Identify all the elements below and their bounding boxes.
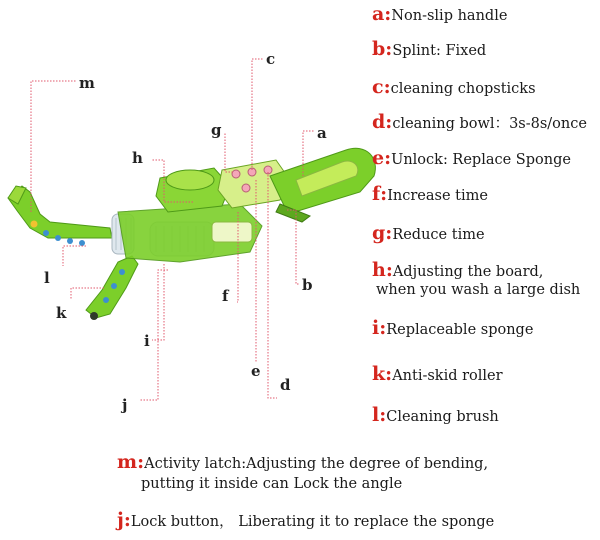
legend-text: Unlock: Replace Sponge	[391, 152, 571, 168]
legend-key: g:	[372, 222, 393, 244]
legend-key: d:	[372, 111, 393, 133]
callout-j: j	[122, 396, 128, 414]
note-key: j:	[117, 509, 131, 531]
callout-i: i	[144, 332, 150, 350]
legend-item-h	[372, 260, 580, 299]
legend-text: cleaning chopsticks	[390, 81, 536, 97]
legend-item-c	[372, 77, 536, 99]
legend-item-a	[372, 4, 507, 26]
legend-key: f:	[372, 183, 388, 205]
note-m	[117, 450, 488, 494]
legend-item-g	[372, 223, 485, 245]
legend-text-line2: when you wash a large dish	[376, 281, 581, 298]
note-key: m:	[117, 451, 145, 473]
legend-text: Non-slip handle	[391, 8, 508, 24]
legend-item-e	[372, 148, 571, 170]
legend-key: b:	[372, 38, 393, 60]
callout-m: m	[79, 74, 95, 92]
legend-key: c:	[372, 76, 391, 98]
legend-text: Increase time	[387, 188, 488, 204]
legend-item-d	[372, 112, 587, 134]
legend-key: a:	[372, 3, 392, 25]
note-text: Lock button， Liberating it to replace the sponge	[130, 514, 495, 530]
legend-text: Replaceable sponge	[386, 322, 534, 338]
note-text: Activity latch:Adjusting the degree of bending,	[144, 456, 489, 472]
callout-c: c	[266, 50, 276, 68]
reduce-time-button	[232, 170, 240, 178]
legend-text: Splint: Fixed	[392, 43, 487, 59]
legend-key: i:	[372, 317, 387, 339]
mode-button	[242, 184, 250, 192]
legend-item-i	[372, 318, 533, 340]
callout-k: k	[56, 304, 67, 322]
legend-item-f	[372, 184, 488, 206]
callout-g: g	[211, 121, 222, 139]
legend-text: Anti-skid roller	[392, 368, 503, 384]
dishwashing-brush-device	[8, 148, 375, 320]
legend-text: Cleaning brush	[386, 409, 499, 425]
legend-key: k:	[372, 363, 393, 385]
legend-text: cleaning bowl：3s-8s/once	[392, 116, 587, 132]
legend-item-k	[372, 364, 503, 386]
callout-e: e	[251, 362, 261, 380]
callout-d: d	[280, 376, 291, 394]
legend-text: Adjusting the board,	[392, 264, 544, 280]
callout-f: f	[222, 287, 229, 305]
legend-key: h:	[372, 259, 393, 281]
callout-h: h	[132, 149, 143, 167]
legend-text: Reduce time	[392, 227, 485, 243]
note-j	[117, 508, 494, 533]
replaceable-sponge	[212, 222, 252, 242]
legend-item-b	[372, 39, 486, 61]
legend-item-l	[372, 405, 499, 427]
note-text-line2: putting it inside can Lock the angle	[141, 475, 403, 492]
adjusting-board-top	[166, 170, 214, 190]
legend-key: l:	[372, 404, 387, 426]
callout-a: a	[317, 124, 327, 142]
callout-b: b	[302, 276, 313, 294]
callout-l: l	[44, 269, 50, 287]
legend-key: e:	[372, 147, 392, 169]
